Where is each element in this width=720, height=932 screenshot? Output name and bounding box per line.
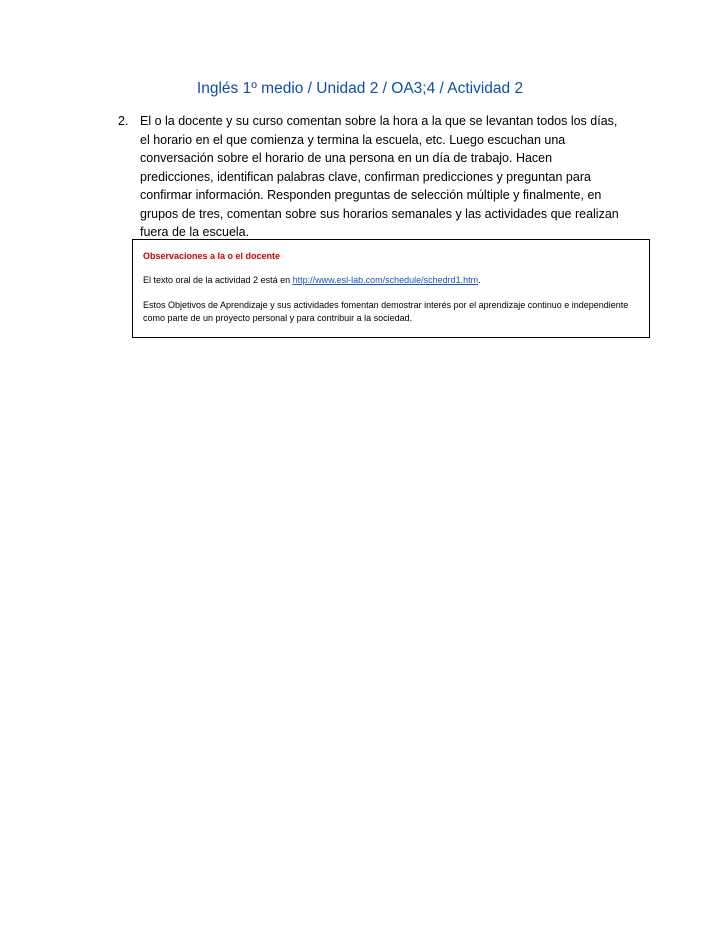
audio-resource-link[interactable]: http://www.esl-lab.com/schedule/schedrd1.htm <box>292 275 479 285</box>
note-text-after-link: . <box>478 275 481 285</box>
note-paragraph-2: Estos Objetivos de Aprendizaje y sus actividades fomentan demostrar interés por el aprendizaje continuo e independiente como parte de un proyecto personal y para contribuir a la sociedad. <box>143 300 629 323</box>
activity-item <box>118 112 624 242</box>
note-paragraph-1 <box>143 274 639 287</box>
page-title: Inglés 1º medio / Unidad 2 / OA3;4 / Actividad 2 <box>196 80 524 97</box>
teacher-note-box <box>132 239 650 338</box>
note-text-before-link: El texto oral de la actividad 2 está en <box>143 275 293 285</box>
note-title: Observaciones a la o el docente <box>143 251 281 261</box>
activity-description: El o la docente y su curso comentan sobre la hora a la que se levantan todos los días, el horario en el que comienza y termina la escuela, etc. Luego escuchan una conversación sobre el horario de una persona en un día de trabajo. Hacen predicciones, identifican palabras clave, confirman predicciones y preguntan para confirmar información. Responden preguntas de selección múltiple y finalmente, en grupos de tres, comentan sobre sus horarios semanales y las actividades que realizan fuera de la escuela. <box>140 114 619 239</box>
activity-number: 2. <box>118 114 129 128</box>
